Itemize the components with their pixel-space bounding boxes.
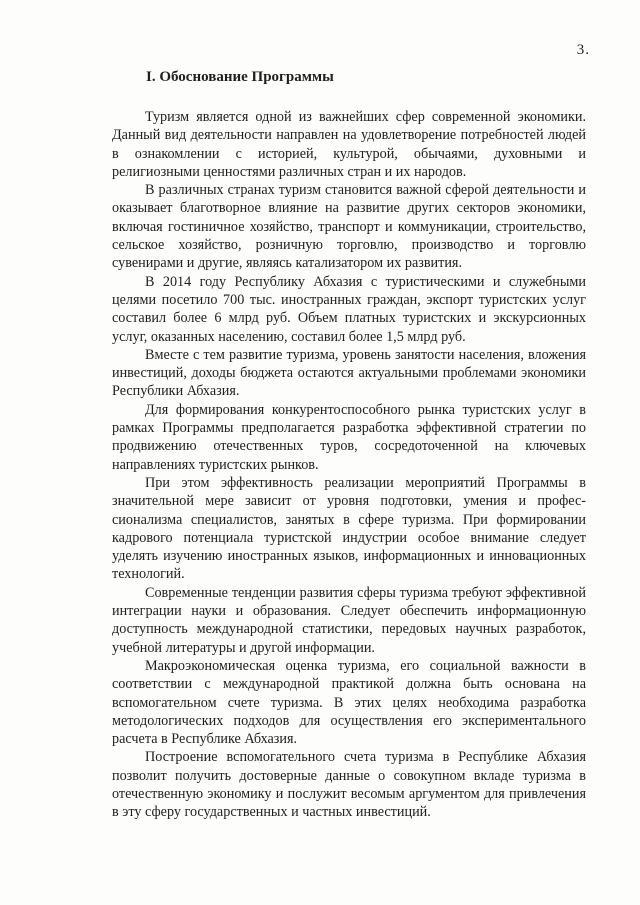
paragraph-science-education: Современные тенденции развития сферы туризма требуют эффективной интеграции науки и образования. Следует обеспечить информационную доступность международной статистики, передовых научных разработок, учебной литературы и другой информации.	[112, 584, 586, 656]
paragraph-market-strategy: Для формирования конкурентоспособного рынка туристских услуг в рамках Программы предполагается разработка эффективной стратегии по продвижению отечественных туров, сосредоточенной на ключевых направлениях туристских рынков.	[112, 401, 586, 473]
paragraph-macroeconomic-assessment: Макроэкономическая оценка туризма, его социальной важности в соответствии с международной практикой должна быть основана на вспомогательном счете туризма. В этих целях необходима разработка методологических подходов для осуществления его экспериментального расчета в Республике Абхазия.	[112, 657, 586, 748]
body-text	[112, 108, 586, 822]
page-number: 3.	[576, 42, 590, 58]
section-heading: I. Обоснование Программы	[146, 69, 334, 85]
paragraph-2014-statistics: В 2014 году Республику Абхазия с туристическими и служебными целями посетило 700 тыс. иностранных граждан, экспорт туристских услуг составил более 6 млрд руб. Объем платных туристских и экскурсионных услуг, оказанных населению, составил более 1,5 млрд руб.	[112, 273, 586, 345]
paragraph-problems: Вместе с тем развитие туризма, уровень занятости населения, вложения инвестиций, доходы бюджета остаются актуальными проблемами экономики Республики Абхазия.	[112, 346, 586, 400]
paragraph-personnel: При этом эффективность реализации мероприятий Программы в значительной мере зависит от уровня подготовки, умения и профессионализма специалистов, занятых в сфере туризма. При формировании кадрового потенциала туристской индустрии особое внимание следует уделять изучению иностранных языков, информационных и инновационных технологий.	[112, 474, 586, 583]
paragraph-satellite-account: Построение вспомогательного счета туризма в Республике Абхазия позволит получить достоверные данные о совокупном вкладе туризма в отечественную экономику и послужит весомым аргументом для привлечения в эту сферу государственных и частных инвестиций.	[112, 749, 586, 821]
paragraph-tourism-importance: Туризм является одной из важнейших сфер современной экономики. Данный вид деятельности направлен на удовлетворение потребностей людей в ознакомлении с историей, культурой, обычаями, духовными и религиозными ценностями различных стран и их народов.	[112, 109, 586, 180]
paragraph-tourism-impact: В различных странах туризм становится важной сферой деятельности и оказывает благотворное влияние на развитие других секторов экономики, включая гостиничное хозяйство, транспорт и коммуникации, строительство, сельское хозяйство, розничную торговлю, производство и торговлю сувенирами и другие, являясь катализатором их развития.	[112, 182, 586, 272]
